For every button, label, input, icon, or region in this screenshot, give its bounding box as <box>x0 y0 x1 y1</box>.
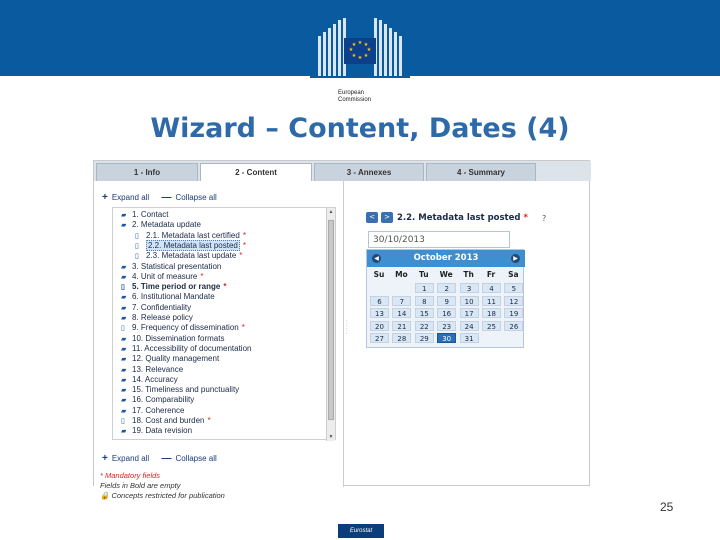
collapse-icon: — <box>161 192 172 203</box>
date-picker <box>366 249 524 348</box>
tree-item[interactable] <box>121 313 193 323</box>
calendar-day[interactable]: 4 <box>482 283 501 293</box>
calendar-day[interactable]: 6 <box>370 296 389 306</box>
tree-item-label: 5. Time period or range <box>132 282 221 292</box>
calendar-day[interactable]: 20 <box>370 321 389 331</box>
folder-open-icon: ▰ <box>121 366 127 374</box>
next-concept-button[interactable]: > <box>381 212 393 223</box>
document-icon: ▯ <box>121 325 125 333</box>
tree-item[interactable] <box>121 303 191 313</box>
svg-text:★: ★ <box>357 55 363 61</box>
calendar-day[interactable]: 11 <box>482 296 501 306</box>
tree-item[interactable] <box>121 292 215 302</box>
wizard-tabs <box>94 161 591 181</box>
document-icon: ▯ <box>121 418 125 425</box>
calendar-day[interactable]: 13 <box>370 308 389 318</box>
document-icon: ▯ <box>135 253 139 261</box>
detail-title <box>397 213 528 223</box>
expand-icon: + <box>102 453 108 464</box>
calendar-day[interactable]: 23 <box>437 321 456 331</box>
concept-tree <box>112 207 336 440</box>
tree-item-label: 19. Data revision <box>132 426 193 436</box>
expand-all-link[interactable]: Expand all <box>111 454 150 463</box>
folder-open-icon: ▰ <box>121 335 127 343</box>
calendar-day[interactable]: 2 <box>437 283 456 293</box>
required-marker: * <box>223 282 227 292</box>
legend-restricted-label: Concepts restricted for publication <box>111 491 225 500</box>
tree-item-label: 2. Metadata update <box>132 220 201 230</box>
svg-text:★: ★ <box>351 53 357 59</box>
next-month-icon[interactable]: ▶ <box>511 254 520 263</box>
tree-item-label: 8. Release policy <box>132 313 193 322</box>
required-marker: * <box>239 251 243 261</box>
legend-mandatory: * Mandatory fields <box>100 471 161 480</box>
page-number: 25 <box>660 500 674 514</box>
calendar-day[interactable]: 8 <box>415 296 434 306</box>
tree-item-label: 3. Statistical presentation <box>132 261 222 271</box>
calendar-day[interactable]: 14 <box>392 308 411 318</box>
required-marker: * <box>523 213 528 223</box>
folder-open-icon: ▰ <box>121 273 127 281</box>
svg-text:★: ★ <box>366 47 372 53</box>
help-icon[interactable]: ? <box>542 214 547 223</box>
tree-item-label: 2.2. Metadata last posted <box>148 240 238 250</box>
svg-text:★: ★ <box>357 40 363 46</box>
svg-text:★: ★ <box>351 42 357 48</box>
tree-item[interactable] <box>121 262 221 272</box>
calendar-day[interactable]: 19 <box>504 308 523 318</box>
calendar-day[interactable]: 12 <box>504 296 523 306</box>
folder-open-icon: ▰ <box>121 304 127 312</box>
previous-concept-button[interactable]: < <box>366 212 378 223</box>
slide-title: Wizard – Content, Dates (4) <box>150 113 570 144</box>
weekday-label: Su <box>373 270 385 279</box>
calendar-day[interactable]: 24 <box>460 321 479 331</box>
required-marker: * <box>241 323 245 333</box>
tree-legend <box>100 471 225 501</box>
tree-item[interactable] <box>121 385 239 395</box>
eurostat-logo: Eurostat <box>338 524 384 538</box>
tree-item[interactable] <box>135 241 246 251</box>
tab-content[interactable]: 2 - Content <box>200 163 312 181</box>
tree-item-label: 11. Accessibility of documentation <box>132 343 252 353</box>
calendar-day[interactable]: 26 <box>504 321 523 331</box>
calendar-day[interactable]: 21 <box>392 321 411 331</box>
tree-item[interactable] <box>121 323 245 333</box>
scroll-up-icon[interactable]: ▲ <box>328 209 334 215</box>
tab-summary[interactable]: 4 - Summary <box>426 163 536 181</box>
collapse-all-link[interactable]: Collapse all <box>175 193 217 202</box>
folder-open-icon: ▰ <box>121 428 127 436</box>
tab-info[interactable]: 1 - Info <box>96 163 198 181</box>
folder-open-icon: ▰ <box>121 222 127 230</box>
folder-open-icon: ▰ <box>121 294 127 302</box>
calendar-day[interactable]: 16 <box>437 308 456 318</box>
required-marker: * <box>200 271 204 281</box>
svg-text:★: ★ <box>348 47 354 53</box>
padlock-icon: 🔒 <box>100 491 110 500</box>
tree-item-label: 2.1. Metadata last certified <box>146 230 240 240</box>
tree-item[interactable] <box>121 406 184 416</box>
document-icon: ▯ <box>135 232 139 240</box>
tree-item-label: 7. Confidentiality <box>132 302 192 312</box>
tab-annexes[interactable]: 3 - Annexes <box>314 163 424 181</box>
tree-item-label: 18. Cost and burden <box>132 416 205 425</box>
required-marker: * <box>207 416 211 425</box>
tree-item-label: 2.3. Metadata last update <box>146 251 237 261</box>
calendar-day[interactable]: 3 <box>460 283 479 293</box>
folder-open-icon: ▰ <box>121 387 127 395</box>
calendar-day[interactable]: 18 <box>482 308 501 318</box>
required-marker: * <box>242 230 246 240</box>
calendar-header <box>367 250 525 267</box>
european-commission-logo <box>310 10 410 103</box>
tree-toolbar-bottom <box>102 453 217 464</box>
tree-item[interactable] <box>121 344 251 354</box>
calendar-month: October 2013 <box>413 253 479 263</box>
weekday-label: Tu <box>418 270 429 279</box>
building-icon <box>310 10 410 78</box>
calendar-day[interactable]: 17 <box>460 308 479 318</box>
calendar-day[interactable]: 10 <box>460 296 479 306</box>
tree-item[interactable] <box>121 395 194 405</box>
calendar-day[interactable]: 28 <box>392 333 411 343</box>
tree-item[interactable] <box>121 426 192 436</box>
calendar-day[interactable]: 30 <box>437 333 456 343</box>
legend-bold: Fields in Bold are empty <box>100 481 181 490</box>
tree-panel <box>94 181 344 500</box>
date-field[interactable]: 30/10/2013 <box>368 231 510 248</box>
calendar-day[interactable]: 5 <box>504 283 523 293</box>
tree-item-label: 9. Frequency of dissemination <box>132 323 239 333</box>
expand-all-link[interactable]: Expand all <box>111 193 150 202</box>
splitter-handle[interactable]: : : : <box>346 320 348 336</box>
tree-scrollbar[interactable] <box>326 208 335 441</box>
folder-open-icon: ▰ <box>121 345 127 353</box>
required-marker: * <box>242 240 246 250</box>
weekday-label: Sa <box>508 270 519 279</box>
tree-toolbar-top <box>102 192 217 203</box>
tree-item[interactable] <box>121 282 226 292</box>
tree-item-label: 10. Dissemination formats <box>132 333 225 343</box>
tree-item-label: 14. Accuracy <box>132 374 178 384</box>
folder-open-icon: ▰ <box>121 407 127 415</box>
tree-item[interactable] <box>121 220 201 230</box>
logo-text-line: European <box>338 90 365 96</box>
document-icon: ▯ <box>121 284 125 292</box>
tree-item[interactable] <box>121 375 178 385</box>
folder-open-icon: ▰ <box>121 212 127 219</box>
tree-item-label: 15. Timeliness and punctuality <box>132 385 240 395</box>
weekday-label: We <box>439 270 453 279</box>
calendar-day[interactable]: 31 <box>460 333 479 343</box>
previous-month-icon[interactable]: ◀ <box>372 254 381 263</box>
tree-item-label: 12. Quality management <box>132 354 220 364</box>
tree-item-label: 17. Coherence <box>132 405 185 415</box>
folder-open-icon: ▰ <box>121 263 127 271</box>
calendar-day[interactable]: 15 <box>415 308 434 318</box>
tree-item-label: 16. Comparability <box>132 395 195 405</box>
logo-text <box>338 90 371 104</box>
tree-item-label: 6. Institutional Mandate <box>132 292 215 302</box>
legend-restricted <box>100 491 225 501</box>
tree-item-label: 13. Relevance <box>132 364 184 374</box>
calendar-day[interactable]: 7 <box>392 296 411 306</box>
weekday-label: Th <box>463 270 474 279</box>
tree-item[interactable] <box>121 210 168 220</box>
calendar-day[interactable]: 29 <box>415 333 434 343</box>
scroll-down-icon[interactable]: ▼ <box>328 434 334 440</box>
tree-item[interactable] <box>121 354 219 364</box>
folder-open-icon: ▰ <box>121 376 127 384</box>
weekday-label: Mo <box>395 270 408 279</box>
calendar-day[interactable]: 25 <box>482 321 501 331</box>
expand-icon: + <box>102 192 108 203</box>
tree-item-label: 4. Unit of measure <box>132 271 198 281</box>
detail-title-text: 2.2. Metadata last posted <box>397 213 521 223</box>
weekday-label: Fr <box>486 270 496 279</box>
calendar-day[interactable]: 9 <box>437 296 456 306</box>
svg-text:★: ★ <box>363 53 369 59</box>
tree-item[interactable] <box>135 251 242 261</box>
collapse-icon: — <box>161 453 172 464</box>
tree-item[interactable] <box>121 334 224 344</box>
document-icon: ▯ <box>135 242 139 250</box>
calendar-day[interactable]: 27 <box>370 333 389 343</box>
tree-item[interactable] <box>121 416 211 426</box>
folder-open-icon: ▰ <box>121 397 127 405</box>
scroll-thumb[interactable] <box>328 220 334 420</box>
folder-open-icon: ▰ <box>121 315 127 322</box>
logo-text-line: Commission <box>338 97 372 103</box>
tree-item[interactable] <box>121 365 183 375</box>
tree-item-label: 1. Contact <box>132 210 169 219</box>
calendar-day[interactable]: 22 <box>415 321 434 331</box>
collapse-all-link[interactable]: Collapse all <box>175 454 217 463</box>
svg-text:★: ★ <box>363 42 369 48</box>
calendar-day[interactable]: 1 <box>415 283 434 293</box>
tree-item[interactable] <box>121 272 204 282</box>
folder-open-icon: ▰ <box>121 356 127 364</box>
